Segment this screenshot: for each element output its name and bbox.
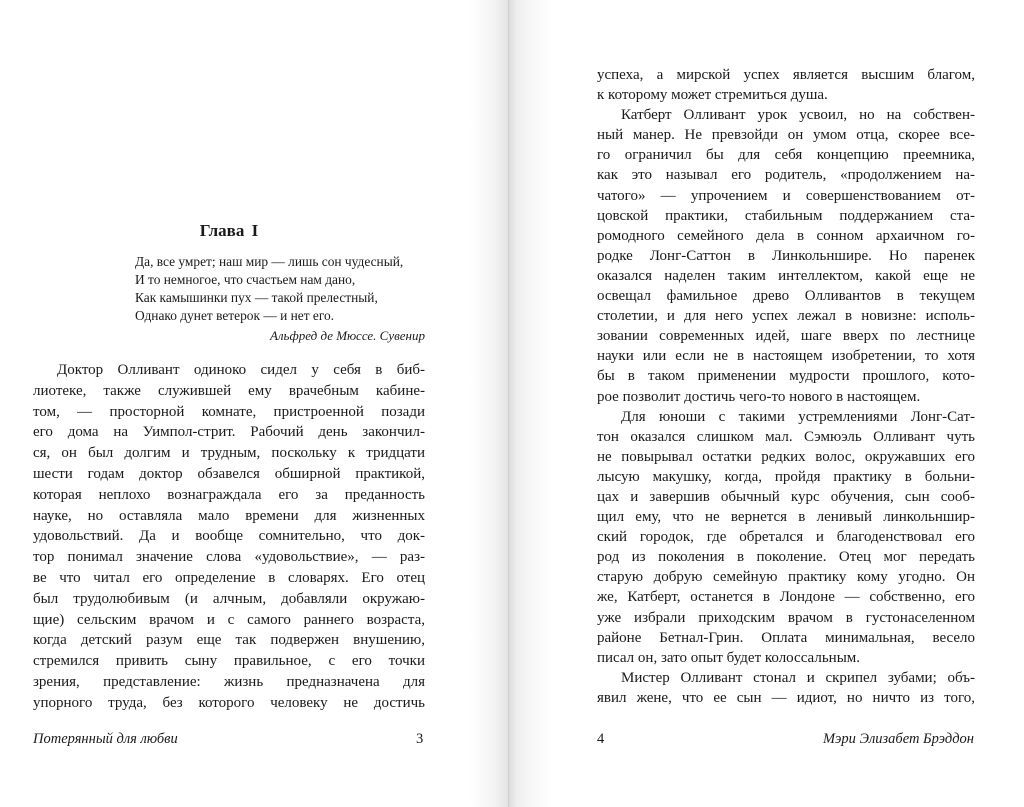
page-number: 3: [416, 731, 424, 747]
text-line: Для юноши с такими устремлениями Лонг-Сат-: [621, 408, 975, 425]
text-line: науке, но оставляла мало времени для жизненных: [33, 507, 425, 524]
page-number: 4: [597, 731, 605, 747]
text-line: ский городок, где обретался и благоденствовал его: [597, 529, 975, 546]
text-line: удовольствий. Да и вообще сомнительно, что док-: [33, 528, 425, 545]
right-page: [509, 0, 1024, 807]
text-line: же, Катберт, останется в Лондоне — собственно, его: [597, 589, 975, 606]
text-line: Мистер Олливант стонал и скрипел зубами; объ-: [621, 669, 975, 686]
text-line: тон оказался слишком мал. Сэмюэль Олливант чуть: [597, 428, 975, 445]
text-line: го ограничил бы для себя концепцию преемника,: [597, 147, 975, 164]
epigraph-line: Однако дунет ветерок — и нет его.: [135, 308, 335, 323]
text-line: бы в таком применении мудрости прошлого, кото-: [597, 368, 975, 385]
text-line: как это называл его родитель, «продолжением на-: [597, 167, 975, 184]
text-line: писал он, зато опыт будет колоссальным.: [597, 649, 861, 666]
chapter-title: Глава I: [199, 221, 259, 240]
text-line: успеха, а мирской успех является высшим благом,: [597, 67, 975, 83]
text-line: ромодного семейного дела в сонном архаичном го-: [597, 227, 975, 244]
text-line: лиотеке, также служившей ему врачебным кабине-: [33, 382, 425, 399]
epigraph-line: Да, все умрет; наш мир — лишь сон чудесный,: [135, 254, 404, 269]
text-line: Доктор Олливант одиноко сидел у себя в биб-: [57, 362, 425, 378]
epigraph-attribution: Альфред де Мюссе. Сувенир: [269, 328, 425, 343]
text-line: которая неплохо вознаграждала его за преданность: [33, 486, 425, 503]
text-line: когда детский разум еще так подвержен внушению,: [33, 632, 425, 649]
text-line: упорного труда, без которого человеку не достичь: [33, 694, 425, 711]
text-line: уже избрали приходским врачом в густонаселенном: [597, 609, 975, 626]
text-line: рое позволит достичь чего-то нового в настоящем.: [597, 388, 921, 405]
text-line: ный манер. Не превзойди он умом отца, скорее все-: [597, 127, 975, 144]
text-line: его дома на Уимпол-стрит. Рабочий день закончил-: [33, 424, 425, 441]
epigraph-line: Как камышинки пух — такой прелестный,: [135, 290, 378, 305]
text-line: лысую макушку, когда, пройдя практику в больни-: [597, 468, 975, 485]
text-line: цовской практики, стабильным поддержанием ста-: [597, 207, 975, 224]
text-line: чатого» — упрочением и совершенствованием от-: [597, 187, 975, 204]
text-line: зрения, представление: жизнь предназначена для: [33, 673, 425, 690]
text-line: старую добрую семейную практику кому угодно. Он: [597, 569, 975, 586]
text-line: род из поколения в поколение. Отец мог передать: [597, 549, 975, 566]
left-page: [0, 0, 509, 807]
epigraph-line: И то немногое, что счастьем нам дано,: [135, 272, 356, 287]
text-line: освещал фамильное древо Олливантов в текущем: [597, 288, 975, 305]
text-line: том, — просторной комнате, пристроенной позади: [33, 403, 425, 420]
text-line: был трудолюбивым (и алчным, добавляли окружаю-: [33, 590, 425, 607]
running-title: Потерянный для любви: [33, 731, 178, 747]
text-line: родке Лонг-Саттон в Линкольншире. Но паренек: [597, 247, 975, 264]
text-line: столетии, и для него успех лежал в новизне: исполь-: [597, 308, 975, 325]
text-line: щие) сельским врачом и с самого раннего возраста,: [33, 611, 425, 628]
text-line: районе Бетнал-Грин. Оплата минимальная, весело: [597, 629, 975, 646]
text-line: оказался наделен таким интеллектом, какой еще не: [597, 267, 975, 284]
text-line: Катберт Олливант урок усвоил, но на собствен-: [621, 107, 975, 124]
left-body-text: [33, 360, 425, 714]
text-line: цах и завершив обычный курс обучения, сын сооб-: [597, 488, 975, 505]
right-body-text: [597, 65, 975, 708]
text-line: к которому может стремиться душа.: [597, 87, 828, 104]
text-line: тор понимал значение слова «удовольствие», — раз-: [33, 549, 425, 566]
text-line: зовании современных идей, шаге вверх по лестнице: [597, 328, 975, 345]
text-line: явил жене, что ее сын — идиот, но ничто из того,: [597, 689, 975, 706]
running-author: Мэри Элизабет Брэддон: [822, 731, 974, 747]
text-line: ся, он был долгим и трудным, поскольку к тридцати: [33, 445, 425, 462]
text-line: шести годам доктор обзавелся обширной практикой,: [33, 465, 425, 482]
text-line: науки или если не в настоящем изобретении, то хотя: [597, 348, 975, 365]
text-line: ве что читал его определение в словарях. Его отец: [33, 569, 425, 586]
epigraph: [135, 253, 435, 325]
text-line: стремился привить сыну правильное, с его точки: [33, 653, 425, 670]
text-line: не повырывал остатки редких волос, окружавших его: [597, 448, 975, 465]
text-line: щил ему, что не вернется в ленивый линкольншир-: [597, 509, 975, 526]
